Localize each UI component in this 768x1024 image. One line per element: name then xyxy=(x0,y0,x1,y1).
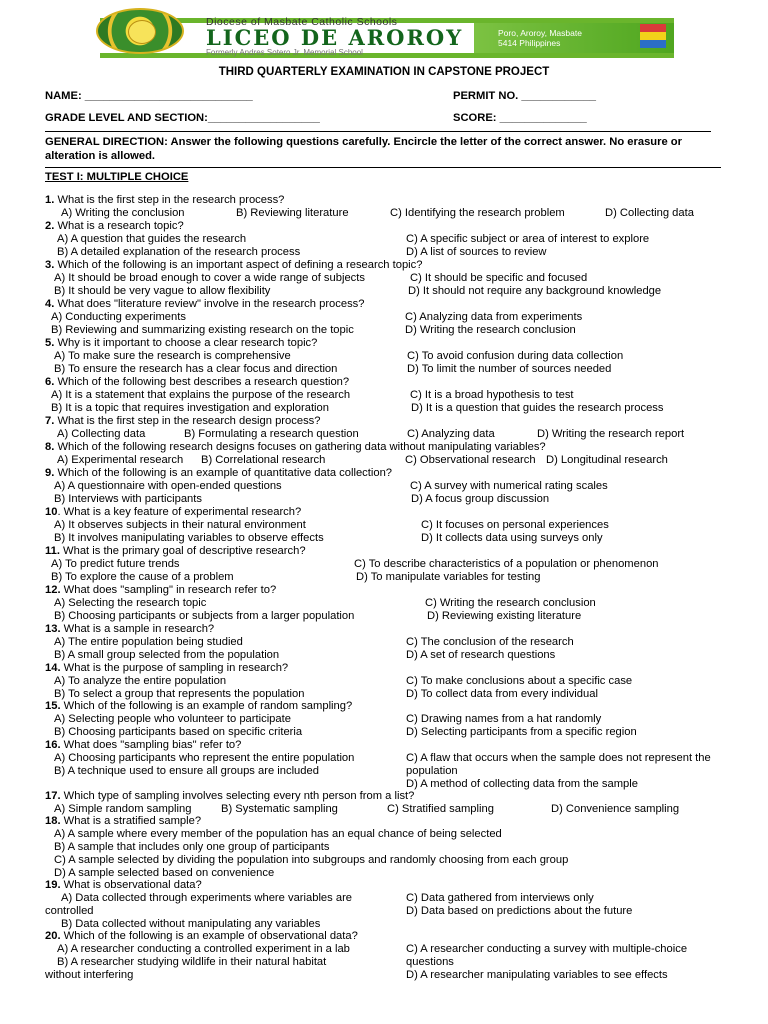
q13-option-a[interactable]: A) The entire population being studied xyxy=(54,636,243,648)
question-3: 3. Which of the following is an important aspect of defining a research topic? xyxy=(45,259,423,271)
q5-option-b[interactable]: B) To ensure the research has a clear focus and direction xyxy=(54,363,338,375)
q7-option-b[interactable]: B) Formulating a research question xyxy=(184,428,359,440)
question-18: 18. What is a stratified sample? xyxy=(45,815,202,827)
q2-option-b[interactable]: B) A detailed explanation of the research process xyxy=(57,246,301,258)
q18-option-b[interactable]: B) A sample that includes only one group of participants xyxy=(54,841,330,853)
q1-option-d[interactable]: D) Collecting data xyxy=(605,207,694,219)
q2-option-a[interactable]: A) A question that guides the research xyxy=(57,233,247,245)
former-name: Formerly Andres Sotero Jr. Memorial School xyxy=(206,48,363,57)
name-field-label: NAME: ___________________________ xyxy=(45,90,253,102)
q4-option-b[interactable]: B) Reviewing and summarizing existing research on the topic xyxy=(51,324,354,336)
q5-option-a[interactable]: A) To make sure the research is comprehensive xyxy=(54,350,291,362)
q12-option-a[interactable]: A) Selecting the research topic xyxy=(54,597,207,609)
q11-option-c[interactable]: C) To describe characteristics of a population or phenomenon xyxy=(354,558,659,570)
q8-option-d[interactable]: D) Longitudinal research xyxy=(546,454,668,466)
q11-option-b[interactable]: B) To explore the cause of a problem xyxy=(51,571,234,583)
q20-option-a[interactable]: A) A researcher conducting a controlled experiment in a lab xyxy=(57,943,350,955)
q16-option-d[interactable]: D) A method of collecting data from the sample xyxy=(406,778,638,790)
q12-option-b[interactable]: B) Choosing participants or subjects from a larger population xyxy=(54,610,355,622)
q6-option-d[interactable]: D) It is a question that guides the research process xyxy=(411,402,664,414)
general-direction-line-2: alteration is allowed. xyxy=(45,150,156,162)
q17-option-d[interactable]: D) Convenience sampling xyxy=(551,803,680,815)
q11-option-a[interactable]: A) To predict future trends xyxy=(51,558,180,570)
address-line-2: 5414 Philippines xyxy=(498,38,561,48)
q14-option-b[interactable]: B) To select a group that represents the population xyxy=(54,688,305,700)
q20-option-c[interactable]: C) A researcher conducting a survey with multiple-choice questions xyxy=(406,943,688,968)
q3-option-c[interactable]: C) It should be specific and focused xyxy=(410,272,588,284)
diocese-name: Diocese of Masbate Catholic Schools xyxy=(206,16,398,28)
school-name: LICEO DE AROROY xyxy=(206,25,464,50)
q3-option-a[interactable]: A) It should be broad enough to cover a wide range of subjects xyxy=(54,272,365,284)
permit-field-label: PERMIT NO. ____________ xyxy=(453,90,597,102)
question-16: 16. What does "sampling bias" refer to? xyxy=(45,739,242,751)
exam-title: THIRD QUARTERLY EXAMINATION IN CAPSTONE PROJECT xyxy=(218,66,550,78)
q18-option-a[interactable]: A) A sample where every member of the population has an equal chance of being selected xyxy=(54,828,502,840)
q7-option-a[interactable]: A) Collecting data xyxy=(57,428,146,440)
school-header xyxy=(0,0,768,58)
q4-option-a[interactable]: A) Conducting experiments xyxy=(51,311,186,323)
q13-option-b[interactable]: B) A small group selected from the population xyxy=(54,649,280,661)
q9-option-c[interactable]: C) A survey with numerical rating scales xyxy=(410,480,608,492)
q19-option-d[interactable]: D) Data based on predictions about the future xyxy=(406,905,633,917)
q12-option-c[interactable]: C) Writing the research conclusion xyxy=(425,597,596,609)
question-14: 14. What is the purpose of sampling in research? xyxy=(45,662,289,674)
q20-option-d[interactable]: D) A researcher manipulating variables to see effects xyxy=(406,969,668,981)
score-field-label: SCORE: ______________ xyxy=(453,112,587,124)
question-10: 10. What is a key feature of experimental research? xyxy=(45,506,302,518)
divider-top xyxy=(45,131,711,132)
q14-option-d[interactable]: D) To collect data from every individual xyxy=(406,688,598,700)
question-6: 6. Which of the following best describes a research question? xyxy=(45,376,350,388)
q11-option-d[interactable]: D) To manipulate variables for testing xyxy=(356,571,541,583)
q18-option-c[interactable]: C) A sample selected by dividing the population into subgroups and randomly choosing from each group xyxy=(54,854,569,866)
question-12: 12. What does "sampling" in research refer to? xyxy=(45,584,277,596)
question-13: 13. What is a sample in research? xyxy=(45,623,215,635)
q19-option-b[interactable]: B) Data collected without manipulating any variables xyxy=(61,918,321,930)
question-11: 11. What is the primary goal of descriptive research? xyxy=(45,545,306,557)
q12-option-d[interactable]: D) Reviewing existing literature xyxy=(427,610,582,622)
q4-option-d[interactable]: D) Writing the research conclusion xyxy=(405,324,576,336)
q3-option-b[interactable]: B) It should be very vague to allow flexibility xyxy=(54,285,271,297)
question-7: 7. What is the first step in the research design process? xyxy=(45,415,321,427)
question-5: 5. Why is it important to choose a clear research topic? xyxy=(45,337,318,349)
question-8: 8. Which of the following research designs focuses on gathering data without manipulating variables? xyxy=(45,441,546,453)
grade-section-field-label: GRADE LEVEL AND SECTION:__________________ xyxy=(45,112,320,124)
q2-option-d[interactable]: D) A list of sources to review xyxy=(406,246,547,258)
address-line-1: Poro, Aroroy, Masbate xyxy=(498,28,582,38)
question-4: 4. What does "literature review" involve in the research process? xyxy=(45,298,365,310)
q16-option-b[interactable]: B) A technique used to ensure all groups are included xyxy=(54,765,319,777)
question-15: 15. Which of the following is an example of random sampling? xyxy=(45,700,353,712)
q19-option-a[interactable]: A) Data collected through experiments where variables are controlled xyxy=(45,892,353,917)
q5-option-d[interactable]: D) To limit the number of sources needed xyxy=(407,363,612,375)
q17-option-b[interactable]: B) Systematic sampling xyxy=(221,803,338,815)
q1-option-c[interactable]: C) Identifying the research problem xyxy=(390,207,565,219)
divider-bottom xyxy=(45,167,721,168)
question-19: 19. What is observational data? xyxy=(45,879,202,891)
q10-option-a[interactable]: A) It observes subjects in their natural environment xyxy=(54,519,306,531)
q1-option-a[interactable]: A) Writing the conclusion xyxy=(61,207,185,219)
q16-option-a[interactable]: A) Choosing participants who represent the entire population xyxy=(54,752,355,764)
q15-option-d[interactable]: D) Selecting participants from a specific region xyxy=(406,726,637,738)
q14-option-c[interactable]: C) To make conclusions about a specific case xyxy=(406,675,633,687)
q1-option-b[interactable]: B) Reviewing literature xyxy=(236,207,349,219)
q13-option-c[interactable]: C) The conclusion of the research xyxy=(406,636,574,648)
q9-option-b[interactable]: B) Interviews with participants xyxy=(54,493,202,505)
q7-option-d[interactable]: D) Writing the research report xyxy=(537,428,685,440)
q8-option-c[interactable]: C) Observational research xyxy=(405,454,536,466)
q13-option-d[interactable]: D) A set of research questions xyxy=(406,649,556,661)
q2-option-c[interactable]: C) A specific subject or area of interest to explore xyxy=(406,233,650,245)
q5-option-c[interactable]: C) To avoid confusion during data collection xyxy=(407,350,624,362)
question-20: 20. Which of the following is an example of observational data? xyxy=(45,930,358,942)
question-1: 1. What is the first step in the research process? xyxy=(45,194,285,206)
q19-option-c[interactable]: C) Data gathered from interviews only xyxy=(406,892,594,904)
question-9: 9. Which of the following is an example of quantitative data collection? xyxy=(45,467,393,479)
q20-option-b[interactable]: B) A researcher studying wildlife in their natural habitat without interfering xyxy=(45,956,327,981)
school-address xyxy=(498,28,582,48)
q10-option-d[interactable]: D) It collects data using surveys only xyxy=(421,532,603,544)
books-flag-icon xyxy=(640,24,666,48)
q7-option-c[interactable]: C) Analyzing data xyxy=(407,428,495,440)
general-direction-line-1: GENERAL DIRECTION: Answer the following questions carefully. Encircle the letter of the correct answer. No erasure or xyxy=(45,136,682,148)
q17-option-a[interactable]: A) Simple random sampling xyxy=(54,803,192,815)
q8-option-a[interactable]: A) Experimental research xyxy=(57,454,184,466)
q15-option-b[interactable]: B) Choosing participants based on specific criteria xyxy=(54,726,303,738)
test-title: TEST I: MULTIPLE CHOICE xyxy=(45,171,189,183)
q10-option-c[interactable]: C) It focuses on personal experiences xyxy=(421,519,609,531)
q6-option-a[interactable]: A) It is a statement that explains the purpose of the research xyxy=(51,389,351,401)
q4-option-c[interactable]: C) Analyzing data from experiments xyxy=(405,311,583,323)
q17-option-c[interactable]: C) Stratified sampling xyxy=(387,803,494,815)
q8-option-b[interactable]: B) Correlational research xyxy=(201,454,326,466)
q15-option-a[interactable]: A) Selecting people who volunteer to participate xyxy=(54,713,291,725)
q10-option-b[interactable]: B) It involves manipulating variables to observe effects xyxy=(54,532,324,544)
q16-option-c[interactable]: C) A flaw that occurs when the sample does not represent the population xyxy=(406,752,711,777)
q9-option-a[interactable]: A) A questionnaire with open-ended questions xyxy=(54,480,282,492)
question-2: 2. What is a research topic? xyxy=(45,220,184,232)
question-17: 17. Which type of sampling involves selecting every nth person from a list? xyxy=(45,790,415,802)
q18-option-d[interactable]: D) A sample selected based on convenience xyxy=(54,867,275,879)
q6-option-b[interactable]: B) It is a topic that requires investigation and exploration xyxy=(51,402,329,414)
q9-option-d[interactable]: D) A focus group discussion xyxy=(411,493,550,505)
school-seal-logo xyxy=(96,8,184,54)
q14-option-a[interactable]: A) To analyze the entire population xyxy=(54,675,227,687)
q15-option-c[interactable]: C) Drawing names from a hat randomly xyxy=(406,713,602,725)
q3-option-d[interactable]: D) It should not require any background knowledge xyxy=(408,285,662,297)
q6-option-c[interactable]: C) It is a broad hypothesis to test xyxy=(410,389,574,401)
